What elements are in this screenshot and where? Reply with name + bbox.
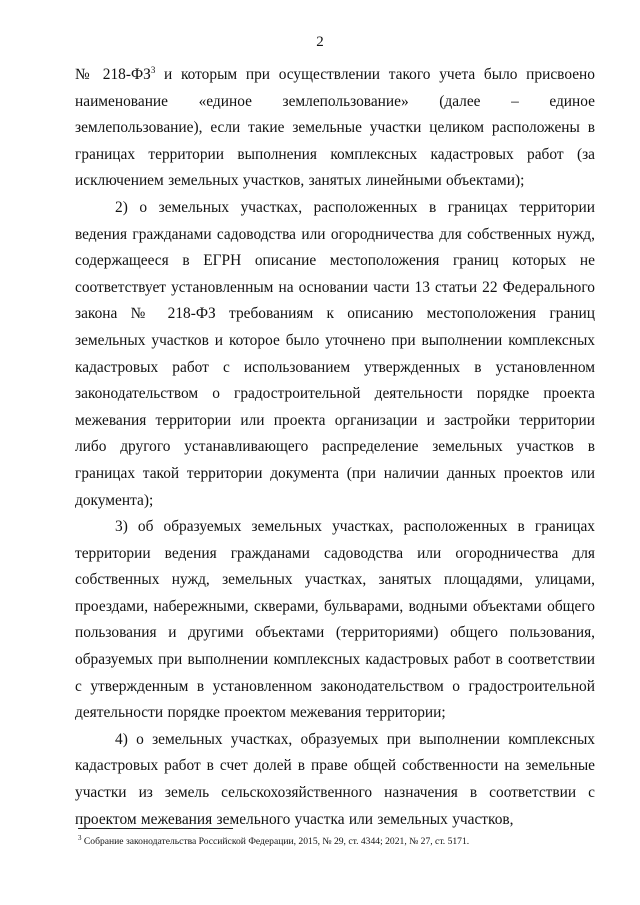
paragraph-text: и которым при осуществлении такого учета было присвоено наименование «единое землепользование» (далее – единое землепользование), если такие земельные участки целиком расположены в границах территории выполнения комплексных кадастровых работ (за исключением земельных участков, занятых линейными объектами); <box>75 66 595 190</box>
paragraph-continuation <box>75 62 595 195</box>
footnote <box>78 835 598 848</box>
paragraph-item-4: 4) о земельных участках, образуемых при выполнении комплексных кадастровых работ в счет долей в праве общей собственности на земельные участки из земель сельскохозяйственного назначения в соответствии с проектом межевания земельного участка или земельных участков, <box>75 730 595 828</box>
page-number: 2 <box>316 34 324 50</box>
footnote-reference: 3 <box>150 64 156 75</box>
paragraph-item-3: 3) об образуемых земельных участках, расположенных в границах территории ведения гражданами садоводства или огородничества для собственных нужд, земельных участках, занятых площадями, улицами, проездами, набережными, скверами, бульварами, водными объектами общего пользования и другими объектами (территориями) общего пользования, образуемых при выполнении комплексных кадастровых работ в соответствии с утвержденным в установленном законодательством о градостроительной деятельности порядке проектом межевания территории; <box>75 518 595 722</box>
paragraph-item-2: 2) о земельных участках, расположенных в границах территории ведения гражданами садоводства или огородничества для собственных нужд, содержащееся в ЕГРН описание местоположения границ которых не соответствует установленным на основании части 13 статьи 22 Федерального закона № 218-ФЗ требованиям к описанию местоположения границ земельных участков и которое было уточнено при выполнении комплексных кадастровых работ с использованием утвержденных в установленном законодательством о градостроительной деятельности порядке проекта межевания территории или проекта организации и застройки территории либо другого устанавливающего распределение земельных участков в границах такой территории документа (при наличии данных проектов или документа); <box>75 198 595 509</box>
footnote-marker: 3 <box>78 833 82 842</box>
footnote-divider <box>78 828 233 829</box>
footnote-text: Собрание законодательства Российской Федерации, 2015, № 29, ст. 4344; 2021, № 27, ст. 5171. <box>81 836 470 847</box>
document-body <box>75 62 595 833</box>
law-reference: № 218-ФЗ <box>75 66 151 83</box>
